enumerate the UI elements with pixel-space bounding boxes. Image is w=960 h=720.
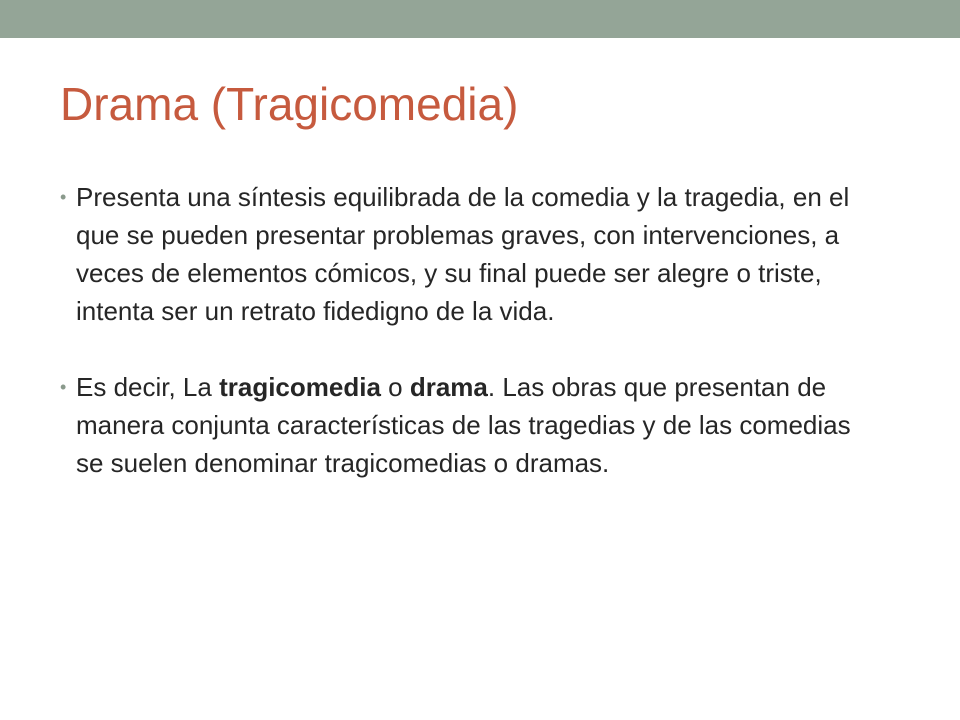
bullet-text-rest: . Las obras que presentan de manera conjunta características de las tragedias y de las comedias se suelen denominar tragicomedias o dramas. bbox=[76, 372, 851, 478]
bullet-text-join: o bbox=[380, 372, 410, 402]
bullet-dot-icon: • bbox=[60, 377, 67, 397]
bullet-item-sintesis bbox=[60, 178, 860, 330]
top-accent-bar bbox=[0, 0, 960, 38]
bullet-text: Presenta una síntesis equilibrada de la comedia y la tragedia, en el que se pueden presentar problemas graves, con intervenciones, a veces de elementos cómicos, y su final puede ser alegre o triste, intenta ser un retrato fidedigno de la vida. bbox=[76, 182, 850, 326]
bullet-list bbox=[60, 178, 860, 482]
slide-title: Drama (Tragicomedia) bbox=[60, 78, 519, 130]
bold-term-tragicomedia: tragicomedia bbox=[219, 372, 381, 402]
bullet-item-definicion bbox=[60, 368, 860, 482]
bullet-text bbox=[76, 368, 860, 482]
bold-term-drama: drama bbox=[409, 372, 488, 402]
bullet-dot-icon: • bbox=[60, 187, 67, 207]
bullet-text-intro: Es decir, La bbox=[76, 372, 220, 402]
